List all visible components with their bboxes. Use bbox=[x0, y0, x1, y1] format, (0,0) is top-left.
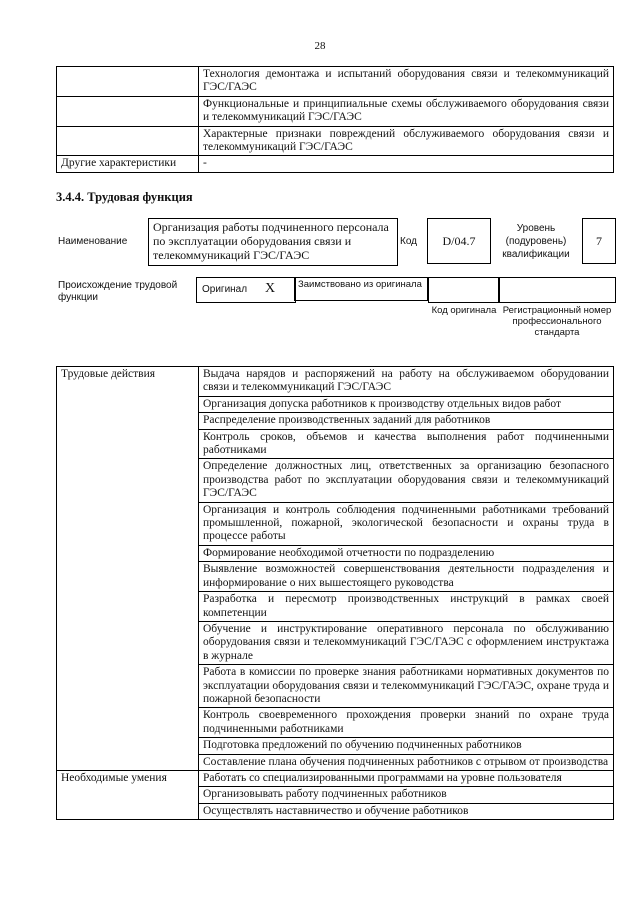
actions-item: Организация и контроль соблюдения подчиненными работниками требований промышленной, пожарной, экологической безопасности и охраны труда в процессе работы bbox=[199, 502, 614, 545]
original-code-caption: Код оригинала bbox=[431, 305, 497, 316]
table-row bbox=[57, 67, 614, 97]
actions-item: Определение должностных лиц, ответственных за организацию безопасного производства работ по эксплуатации оборудования связи и телекоммуникаций ГЭС/ГАЭС bbox=[199, 459, 614, 502]
original-box bbox=[196, 277, 296, 303]
table-row bbox=[57, 126, 614, 156]
actions-item: Выдача нарядов и распоряжений на работу на обслуживаемом оборудовании связи и телекоммуникаций ГЭС/ГАЭС bbox=[199, 367, 614, 397]
actions-item: Подготовка предложений по обучению подчиненных работников bbox=[199, 738, 614, 754]
actions-item: Формирование необходимой отчетности по подразделению bbox=[199, 545, 614, 561]
skills-item: Организовывать работу подчиненных работников bbox=[199, 787, 614, 803]
function-name-box: Организация работы подчиненного персонала по эксплуатации оборудования связи и телекоммуникаций ГЭС/ГАЭС bbox=[148, 218, 398, 266]
actions-item: Работа в комиссии по проверке знания работниками нормативных документов по эксплуатации оборудования связи и телекоммуникаций ГЭС/ГАЭС, охране труда и пожарной безопасности bbox=[199, 665, 614, 708]
actions-item: Составление плана обучения подчиненных работников с отрывом от производства bbox=[199, 754, 614, 770]
code-label: Код bbox=[400, 236, 418, 247]
page-number: 28 bbox=[314, 40, 326, 52]
skills-item: Осуществлять наставничество и обучение работников bbox=[199, 803, 614, 819]
table-cell: Функциональные и принципиальные схемы обслуживаемого оборудования связи и телекоммуникаций ГЭС/ГАЭС bbox=[199, 96, 614, 126]
table-row bbox=[57, 770, 614, 786]
row-label bbox=[57, 96, 199, 126]
labor-actions-table bbox=[56, 366, 614, 820]
original-label: Оригинал bbox=[202, 284, 248, 295]
row-label bbox=[57, 126, 199, 156]
actions-item: Обучение и инструктирование оперативного персонала по обслуживанию оборудования связи и телекоммуникаций ГЭС/ГАЭС с оформлением инструктажа в журнале bbox=[199, 621, 614, 664]
origin-label: Происхождение трудовой функции bbox=[58, 280, 178, 303]
original-code-box bbox=[428, 277, 500, 303]
table-row bbox=[57, 96, 614, 126]
skills-item: Работать со специализированными программами на уровне пользователя bbox=[199, 770, 614, 786]
table-row bbox=[57, 367, 614, 397]
level-label: Уровень (подуровень) квалификации bbox=[502, 223, 570, 260]
actions-item: Разработка и пересмотр производственных инструкций в рамках своей компетенции bbox=[199, 592, 614, 622]
actions-item: Контроль сроков, объемов и качества выполнения работ подчиненными работниками bbox=[199, 429, 614, 459]
name-label: Наименование bbox=[58, 236, 128, 247]
original-mark: X bbox=[265, 281, 276, 296]
row-label bbox=[57, 67, 199, 97]
actions-label: Трудовые действия bbox=[57, 367, 199, 771]
table-cell: Характерные признаки повреждений обслуживаемого оборудования связи и телекоммуникаций ГЭС/ГАЭС bbox=[199, 126, 614, 156]
registration-number-box bbox=[498, 277, 616, 303]
section-title: 3.4.4. Трудовая функция bbox=[56, 190, 193, 204]
table-cell: Технология демонтажа и испытаний оборудования связи и телекоммуникаций ГЭС/ГАЭС bbox=[199, 67, 614, 97]
borrowed-box: Заимствовано из оригинала bbox=[294, 277, 428, 301]
table-cell: - bbox=[199, 156, 614, 172]
row-label-other: Другие характеристики bbox=[57, 156, 199, 172]
actions-item: Контроль своевременного прохождения проверки знаний по охране труда подчиненными работниками bbox=[199, 708, 614, 738]
actions-item: Распределение производственных заданий для работников bbox=[199, 413, 614, 429]
code-box: D/04.7 bbox=[427, 218, 491, 264]
registration-number-caption: Регистрационный номер профессионального стандарта bbox=[502, 305, 612, 338]
level-box: 7 bbox=[582, 218, 616, 264]
table-row bbox=[57, 156, 614, 172]
actions-item: Выявление возможностей совершенствования деятельности подразделения и информирование о них вышестоящего руководства bbox=[199, 562, 614, 592]
knowledge-continuation-table bbox=[56, 66, 614, 173]
actions-item: Организация допуска работников к производству отдельных видов работ bbox=[199, 396, 614, 412]
skills-label: Необходимые умения bbox=[57, 770, 199, 819]
